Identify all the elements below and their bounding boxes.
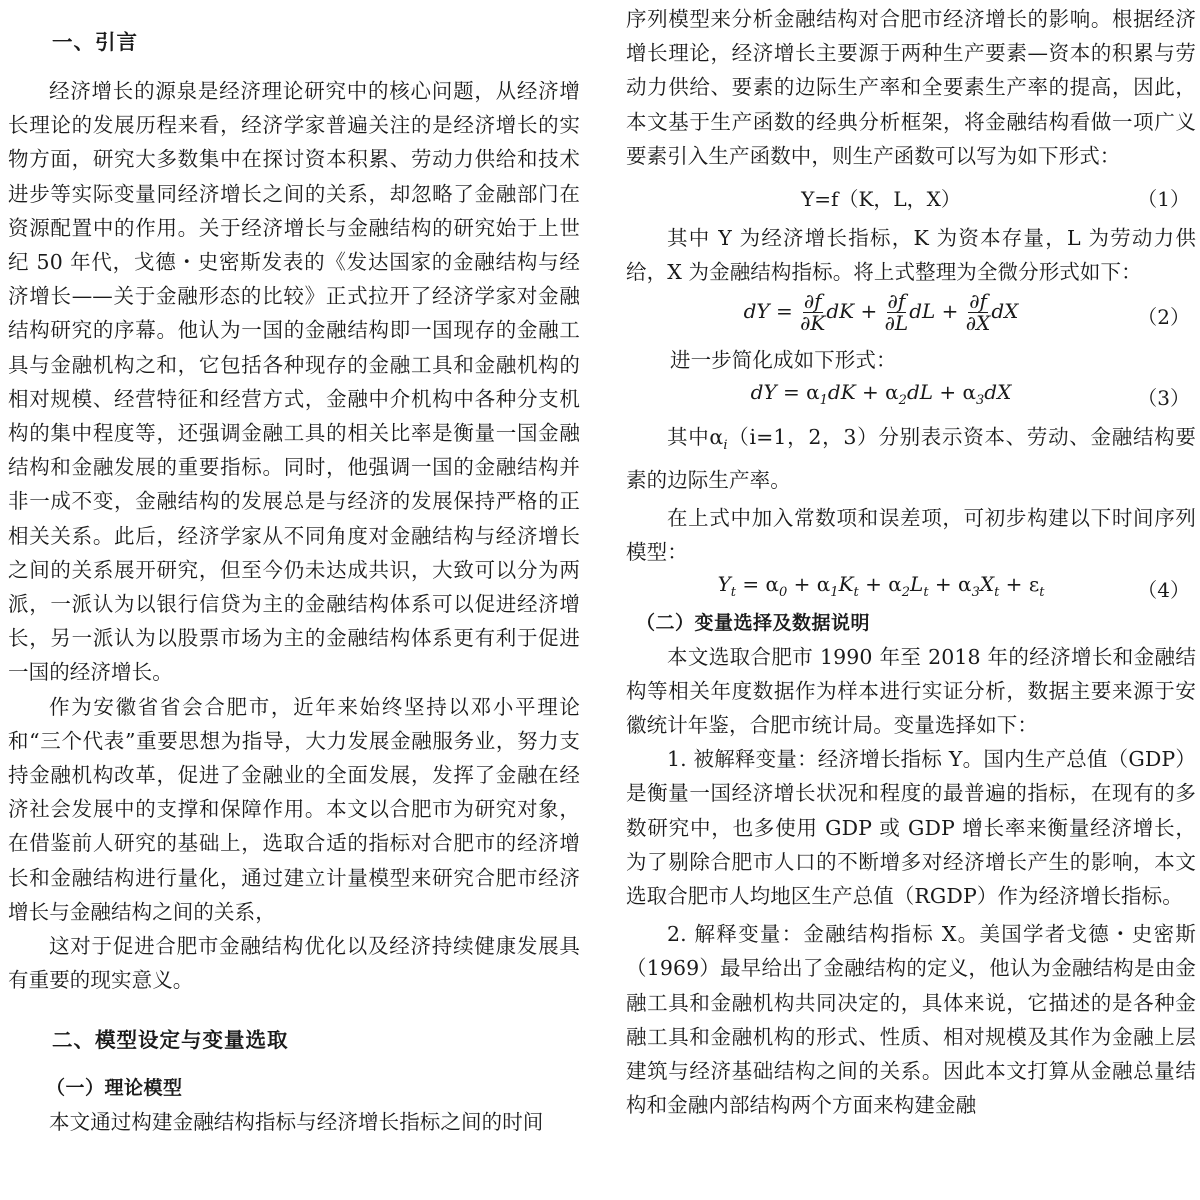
- eq-numerator: ∂f: [969, 289, 987, 314]
- subsection-heading-theory: （一）理论模型: [46, 1077, 183, 1100]
- eq-subscript: t: [853, 584, 859, 600]
- subsection-heading-variables: （二）变量选择及数据说明: [636, 611, 871, 634]
- eq-subscript: 2: [898, 392, 907, 408]
- section-heading-introduction: 一、引言: [52, 30, 138, 54]
- eq-subscript: 0: [779, 584, 788, 600]
- inline-text: 其中α: [667, 424, 724, 449]
- equation-1-body: Y=f（K，L，X）: [801, 187, 961, 212]
- paragraph: 进一步简化成如下形式：: [670, 348, 897, 373]
- equation-1: [626, 177, 1196, 217]
- eq-term: Y: [717, 571, 731, 596]
- paragraph: 在上式中加入常数项和误差项，可初步构建以下时间序列模型：: [626, 506, 1196, 565]
- alpha-symbol: α: [816, 571, 831, 596]
- eq-fraction: [885, 291, 909, 334]
- paragraph: 2. 解释变量：金融结构指标 X。美国学者戈德・史密斯（1969）最早给出了金融结构的定义，他认为金融结构是由金融工具和金融机构共同决定的，具体来说，它描述的是各种金融工具和金融机构的形式、性质、相对规模及其作为金融上层建筑与经济基础结构之间的关系。因此本文打算从金融总量结构和金融内部结构两个方面来构建金融: [626, 922, 1196, 1118]
- eq-term: dX: [991, 299, 1019, 324]
- inline-subscript: i: [723, 437, 728, 453]
- paragraph: 本文通过构建金融结构指标与经济增长指标之间的时间: [49, 1110, 544, 1135]
- eq-subscript: 3: [976, 392, 985, 408]
- eq-term: dK +: [827, 379, 879, 404]
- eq-operator: =: [736, 571, 766, 596]
- eq-term: dY =: [743, 299, 793, 324]
- equation-number: （4）: [1137, 577, 1190, 602]
- paragraph: 作为安徽省省会合肥市，近年来始终坚持以邓小平理论和“三个代表”重要思想为指导，大力发展金融服务业，努力支持金融机构改革，促进了金融业的全面发展，发挥了金融在经济社会发展中的支撑和保障作用。本文以合肥市为研究对象，在借鉴前人研究的基础上，选取合适的指标对合肥市的经济增长和金融结构进行量化，通过建立计量模型来研究合肥市经济增长与金融结构之间的关系，: [8, 694, 580, 924]
- equation-2-body: [626, 291, 1136, 334]
- eq-fraction: [800, 291, 825, 334]
- eq-subscript: t: [923, 584, 929, 600]
- eq-operator: +: [787, 571, 817, 596]
- eq-denominator: ∂K: [800, 311, 826, 336]
- eq-subscript: 3: [971, 584, 980, 600]
- left-column: [8, 0, 580, 1140]
- alpha-symbol: α: [765, 571, 780, 596]
- equation-number: （2）: [1137, 305, 1190, 330]
- paragraph: 这对于促进合肥市金融结构优化以及经济持续健康发展具有重要的现实意义。: [8, 934, 580, 993]
- equation-number: （3）: [1137, 385, 1190, 410]
- eq-operator: +: [928, 571, 959, 596]
- eq-denominator: ∂X: [965, 311, 991, 336]
- paragraph: 1. 被解释变量：经济增长指标 Y。国内生产总值（GDP）是衡量一国经济增长状况和程度的最普遍的指标，在现有的多数研究中，也多使用 GDP 或 GDP 增长率来衡量经济增长，为了剔除合肥市人口的不断增多对经济增长产生的影响，本文选取合肥市人均地区生产总值（RGDP）作为经济增长指标。: [626, 747, 1196, 908]
- section-heading-model: 二、模型设定与变量选取: [52, 1028, 289, 1053]
- paragraph: 其中 Y 为经济增长指标，K 为资本存量，L 为劳动力供给，X 为金融结构指标。将上式整理为全微分形式如下：: [626, 226, 1196, 285]
- paragraph: 序列模型来分析金融结构对合肥市经济增长的影响。根据经济增长理论，经济增长主要源于两种生产要素—资本的积累与劳动力供给、要素的边际生产率和全要素生产率的提高，因此，本文基于生产函数的经典分析框架，将金融结构看做一项广义要素引入生产函数中，则生产函数可以写为如下形式：: [626, 7, 1196, 168]
- alpha-symbol: α: [888, 571, 902, 596]
- epsilon-symbol: ε: [1028, 571, 1040, 596]
- paragraph: 本文选取合肥市 1990 年至 2018 年的经济增长和金融结构等相关年度数据作为样本进行实证分析，数据主要来源于安徽统计年鉴，合肥市统计局。变量选择如下：: [626, 644, 1196, 737]
- equation-3-body: [626, 380, 1136, 408]
- eq-subscript: t: [1039, 584, 1045, 600]
- eq-term: L: [910, 571, 924, 596]
- eq-subscript: 2: [901, 584, 911, 600]
- eq-fraction: [966, 291, 991, 334]
- eq-term: dL +: [909, 299, 959, 324]
- paragraph: 经济增长的源泉是经济理论研究中的核心问题，从经济增长理论的发展历程来看，经济学家普遍关注的是经济增长的实物方面，研究大多数集中在探讨资本积累、劳动力供给和技术进步等实际变量同经济增长之间的关系，却忽略了金融部门在资源配置中的作用。关于经济增长与金融结构的研究始于上世纪 50 年代，戈德・史密斯发表的《发达国家的金融结构与经济增长——关于金融形态的比较》正式拉开了经济学家对金融结构研究的序幕。他认为一国的金融结构即一国现存的金融工具与金融机构之和，它包括各种现存的金融工具和金融机构的相对规模、经营特征和经营方式，金融中介机构中各种分支机构的集中程度等，还强调金融工具的相关比率是衡量一国金融结构和金融发展的重要指标。同时，他强调一国的金融结构并非一成不变，金融结构的发展总是与经济的发展保持严格的正相关关系。此后，经济学家从不同角度对金融结构与经济增长之间的关系展开研究，但至今仍未达成共识，大致可以分为两派，一派认为以银行信贷为主的金融结构体系可以促进经济增长，另一派认为以股票市场为主的金融结构体系更有利于促进一国的经济增长。: [8, 79, 580, 685]
- inline-text: （i=1，2，3）分别表示资本、劳动、金融结构要素的边际生产率。: [626, 424, 1196, 492]
- right-column: [626, 0, 1196, 1122]
- eq-term: dK +: [826, 299, 878, 324]
- eq-numerator: ∂f: [887, 289, 906, 314]
- eq-subscript: 1: [830, 584, 839, 600]
- eq-denominator: ∂L: [884, 311, 909, 336]
- alpha-symbol: α: [958, 571, 972, 596]
- equation-4: [626, 570, 1196, 606]
- eq-subscript: t: [730, 584, 737, 600]
- eq-subscript: 1: [819, 392, 828, 408]
- alpha-symbol: α: [806, 379, 820, 404]
- eq-term: dL +: [906, 379, 957, 404]
- equation-2: [626, 289, 1196, 343]
- eq-term: dY =: [750, 379, 800, 404]
- eq-subscript: t: [994, 584, 1000, 600]
- equation-3: [626, 378, 1196, 414]
- alpha-symbol: α: [962, 379, 977, 404]
- paragraph: [626, 420, 1196, 498]
- eq-operator: +: [999, 571, 1029, 596]
- eq-term: K: [838, 571, 854, 596]
- equation-4-body: [626, 572, 1136, 600]
- equation-number: （1）: [1137, 187, 1190, 212]
- eq-numerator: ∂f: [803, 289, 822, 314]
- eq-operator: +: [858, 571, 889, 596]
- alpha-symbol: α: [885, 379, 899, 404]
- eq-term: X: [979, 571, 995, 596]
- eq-term: dX: [984, 379, 1012, 404]
